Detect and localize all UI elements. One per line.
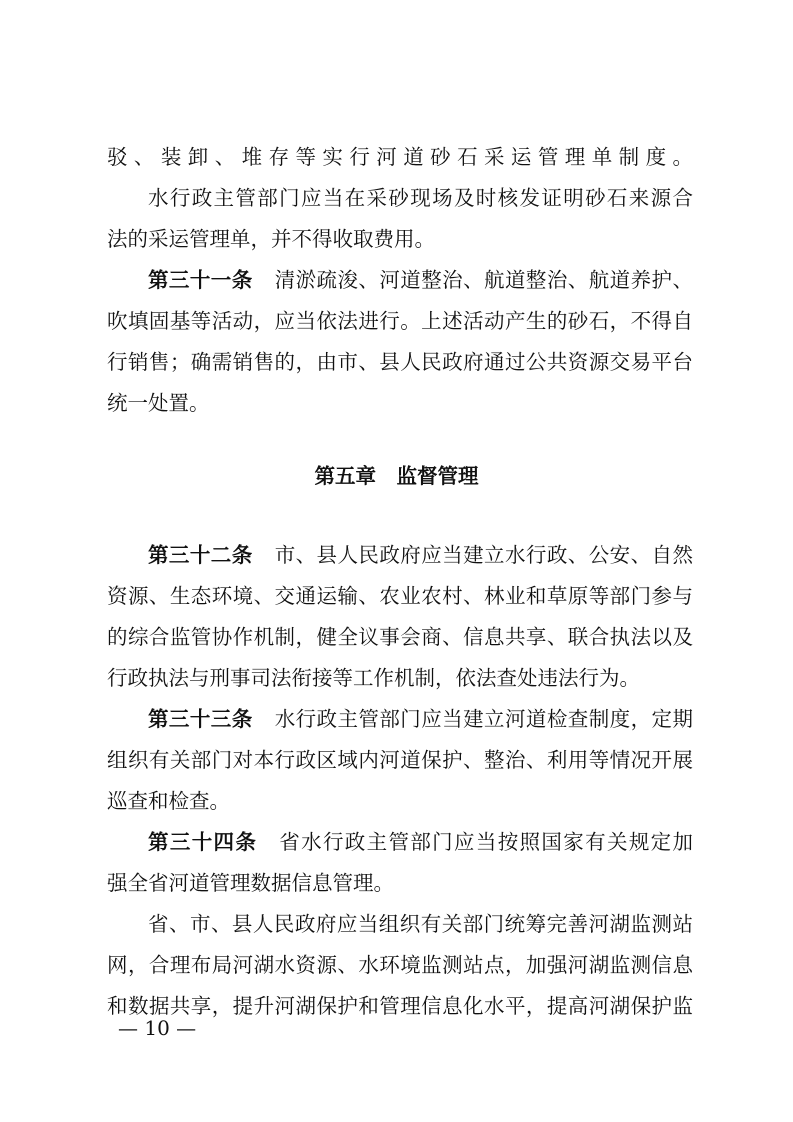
text-line: 的综合监管协作机制，健全议事会商、信息共享、联合执法以及 [107, 625, 693, 649]
article-label: 第三十一条 [148, 268, 253, 292]
text-line: 水行政主管部门应当建立河道检查制度，定期 [274, 707, 693, 731]
text-line: 市、县人民政府应当建立水行政、公安、自然 [274, 543, 693, 567]
text-line: 行政执法与刑事司法衔接等工作机制，依法查处违法行为。 [107, 666, 640, 690]
article-31-first-line [148, 265, 693, 295]
text-line: 统一处置。 [107, 391, 210, 415]
text-line: 水行政主管部门应当在采砂现场及时核发证明砂石来源合 [148, 186, 693, 210]
text-line: 法的采运管理单，并不得收取费用。 [107, 227, 435, 251]
text-line: 驳、装卸、堆存等实行河道砂石采运管理单制度。 [107, 145, 693, 169]
text-line: 清淤疏浚、河道整治、航道整治、航道养护、 [274, 268, 693, 292]
page-number: — 10 — [118, 1016, 197, 1040]
article-label: 第三十四条 [148, 830, 258, 854]
text-line: 省水行政主管部门应当按照国家有关规定加 [279, 830, 694, 854]
chapter-heading: 第五章 监督管理 [314, 464, 479, 488]
article-label: 第三十二条 [148, 543, 253, 567]
text-line: 吹填固基等活动，应当依法进行。上述活动产生的砂石，不得自 [107, 309, 693, 333]
text-line: 强全省河道管理数据信息管理。 [107, 871, 394, 895]
text-line: 网，合理布局河湖水资源、水环境监测站点，加强河湖监测信息 [107, 953, 693, 977]
text-line: 组织有关部门对本行政区域内河道保护、整治、利用等情况开展 [107, 748, 693, 772]
article-label: 第三十三条 [148, 707, 253, 731]
text-line: 省、市、县人民政府应当组织有关部门统筹完善河湖监测站 [148, 912, 693, 936]
text-line: 行销售；确需销售的，由市、县人民政府通过公共资源交易平台 [107, 350, 693, 374]
article-34-first-line [148, 827, 693, 857]
article-33-first-line [148, 704, 693, 734]
text-line: 资源、生态环境、交通运输、农业农村、林业和草原等部门参与 [107, 584, 693, 608]
article-32-first-line [148, 540, 693, 570]
text-line: 和数据共享，提升河湖保护和管理信息化水平，提高河湖保护监 [107, 994, 693, 1018]
text-line: 巡查和检查。 [107, 789, 230, 813]
